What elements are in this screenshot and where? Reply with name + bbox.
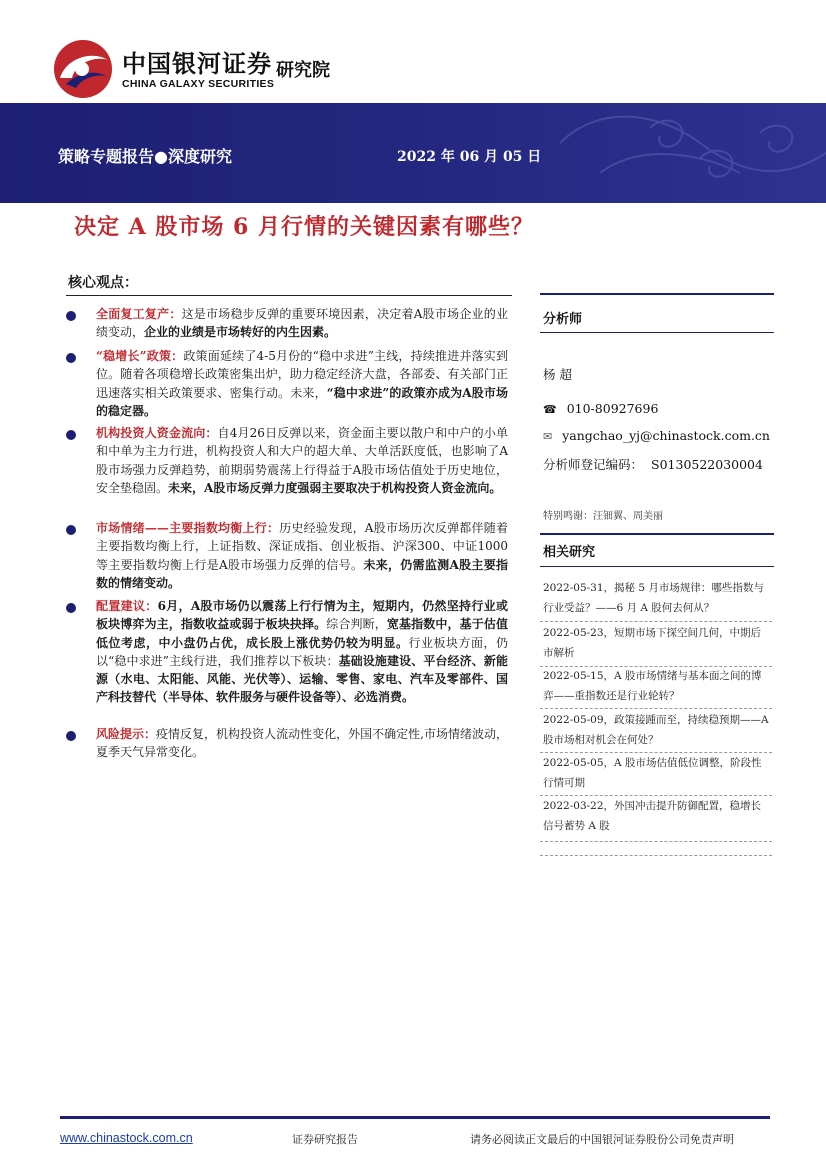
- core-point-1: [96, 305, 508, 342]
- bullet-icon: [66, 311, 76, 321]
- research-divider: [540, 855, 772, 856]
- footer-report-label: 证券研究报告: [292, 1133, 358, 1146]
- point-text: 历史经验发现，A股市场历次反弹都伴随着主要指数均衡上行，上证指数、深证成指、创业板指、沪深300、中证1000等主要指数均衡上行是A股市场强力反弹的信号。: [96, 521, 508, 572]
- bullet-icon: [66, 525, 76, 535]
- analyst-name: 杨 超: [543, 367, 572, 382]
- point-lead: 风险提示：: [96, 727, 157, 741]
- research-item[interactable]: 2022-05-15，A 股市场情绪与基本面之间的博弈——重指数还是行业轮转？: [543, 670, 762, 702]
- brand-name-cn: 中国银河证券: [122, 50, 272, 78]
- point-text: 这是市场稳步反弹的重要环境因素，决定着A股市场企业的业绩变动，: [96, 307, 508, 340]
- point-lead: 机构投资人资金流向：: [96, 426, 218, 440]
- report-date: 2022 年 06 月 05 日: [397, 149, 542, 165]
- point-strong: “稳中求进”的政策亦成为A股市场的稳定器。: [96, 385, 508, 418]
- sidebar-divider: [540, 533, 774, 535]
- point-strong: 企业的业绩是市场转好的内生因素。: [144, 325, 337, 340]
- report-title: 决定 A 股市场 6 月行情的关键因素有哪些？: [74, 214, 535, 240]
- core-heading: 核心观点：: [68, 275, 138, 291]
- point-strong: 未来，仍需监测A股主要指数的情绪变动。: [96, 557, 509, 590]
- special-thanks: 特别鸣谢：汪钿翼、周美丽: [543, 511, 663, 522]
- core-point-6: [96, 725, 508, 762]
- footer-disclaimer: 请务必阅读正文最后的中国银河证券股份公司免责声明: [470, 1133, 734, 1146]
- sidebar-divider: [540, 566, 774, 567]
- core-point-5: [96, 597, 508, 707]
- analyst-email[interactable]: yangchao_yj@chinastock.com.cn: [562, 428, 770, 443]
- point-lead: “稳增长”政策：: [96, 349, 184, 363]
- research-item[interactable]: 2022-05-09，政策接踵而至，持续稳预期——A 股市场相对机会在何处？: [543, 714, 769, 746]
- point-strong: 宽基指数中，基于估值低位考虑，中小盘仍占优，成长股上涨优势仍较为明显。: [96, 617, 508, 650]
- point-text: 综合判断，: [326, 617, 387, 632]
- related-research-heading: 相关研究: [543, 545, 596, 560]
- registration-code: S0130522030004: [651, 457, 763, 472]
- core-divider: [66, 295, 512, 296]
- footer-divider: [60, 1116, 770, 1119]
- point-text: 自4月26日反弹以来，资金面主要以散户和中户的小单和中单为主力行进，机构投资人和大户的超大单、大单活跃度低，也影响了A股市场强力反弹趋势，前期弱势震荡上行得益于A股市场估值处于历史地位，安全垫稳固。: [96, 426, 508, 495]
- sidebar-divider: [540, 293, 774, 295]
- research-item[interactable]: 2022-03-22，外国冲击提升防御配置，稳增长信号蓄势 A 股: [543, 800, 762, 832]
- bullet-icon: [66, 353, 76, 363]
- core-point-2: [96, 347, 508, 420]
- phone-row: [543, 401, 658, 416]
- core-point-3: [96, 424, 508, 497]
- point-lead: 全面复工复产：: [96, 307, 182, 321]
- phone-icon: ☎: [543, 403, 557, 416]
- registration-label: 分析师登记编码：: [543, 457, 644, 472]
- research-item[interactable]: 2022-05-31，揭秘 5 月市场规律：哪些指数与行业受益？——6 月 A 股何去何从？: [543, 582, 764, 614]
- bullet-icon: [66, 603, 76, 613]
- brand-name-en: CHINA GALAXY SECURITIES: [122, 78, 275, 90]
- report-type: 策略专题报告●深度研究: [58, 147, 232, 166]
- analyst-phone: 010-80927696: [566, 401, 659, 416]
- point-strong: 6月，A股市场仍以震荡上行行情为主，短期内，仍然坚持行业或板块博弈为主，指数收益或弱于板块抉择。: [96, 599, 508, 632]
- point-strong: 基础设施建设、平台经济、新能源（水电、太阳能、风能、光伏等）、运输、零售、家电、汽车及零部件、国产科技替代（半导体、软件服务与硬件设备等）、必选消费。: [96, 653, 508, 705]
- research-item[interactable]: 2022-05-05，A 股市场估值低位调整，阶段性行情可期: [543, 757, 762, 789]
- analyst-heading: 分析师: [543, 312, 583, 327]
- research-divider: [540, 841, 772, 842]
- registration-row: [543, 455, 763, 473]
- galaxy-logo-icon: [52, 38, 114, 100]
- point-text: 政策面延续了4-5月份的“稳中求进”主线，持续推进并落实到位。随着各项稳增长政策密集出炉，助力稳定经济大盘，各部委、有关部门正迅速落实相关政策要求、密集行动。未来，: [96, 349, 508, 400]
- point-text: 疫情反复，机构投资人流动性变化，外国不确定性,市场情绪波动，夏季天气异常变化。: [96, 727, 508, 760]
- bullet-icon: [66, 731, 76, 741]
- core-point-4: [96, 519, 508, 592]
- mail-icon: ✉: [543, 430, 553, 443]
- sidebar-divider: [540, 332, 774, 333]
- brand-institute: 研究院: [276, 60, 330, 81]
- email-row: [543, 428, 770, 443]
- research-divider: [540, 708, 772, 709]
- point-lead: 市场情绪——主要指数均衡上行：: [96, 521, 280, 535]
- research-item[interactable]: 2022-05-23，短期市场下探空间几何，中期后市解析: [543, 627, 762, 659]
- point-strong: 未来，A股市场反弹力度强弱主要取决于机构投资人资金流向。: [168, 480, 502, 495]
- bullet-icon: [66, 430, 76, 440]
- point-text: 行业板块方面，仍以“稳中求进”主线行进，我们推荐以下板块：: [96, 635, 508, 668]
- research-divider: [540, 621, 772, 622]
- point-lead: 配置建议：: [96, 599, 158, 613]
- footer-website-link[interactable]: www.chinastock.com.cn: [60, 1131, 193, 1145]
